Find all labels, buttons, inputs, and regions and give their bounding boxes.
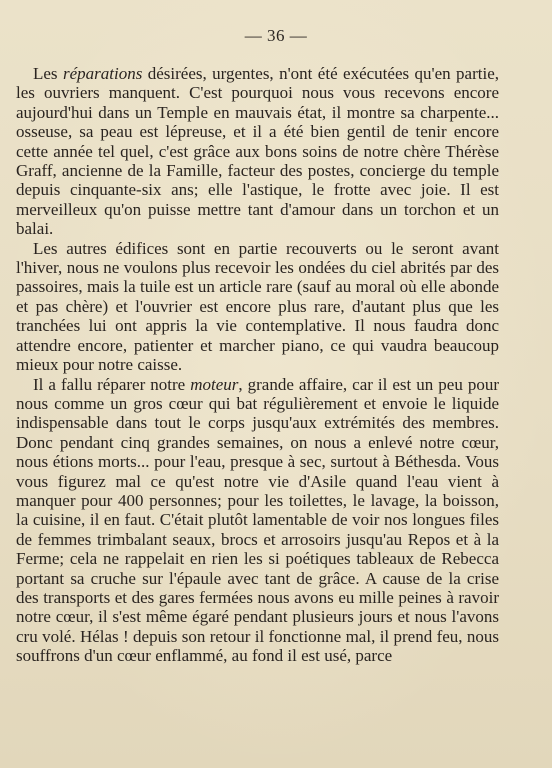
italic-word: moteur (190, 374, 239, 394)
italic-word: réparations (62, 64, 143, 83)
paragraph-1 (16, 64, 499, 239)
body-text (16, 64, 499, 666)
paragraph-text: Les (33, 64, 63, 83)
paragraph-text: Il a fallu réparer notre (33, 374, 191, 394)
paragraph-text: désirées, urgentes, n'ont été exécutées qu'en partie, les ouvriers manquent. C'est pourquoi nous vous recevons encore aujourd'hui dans un Temple en mauvais état, il montre sa charpente... osseuse, sa peau est lépreuse, et il a été bien gentil de tenir encore cette année tel quel, c'est grâce aux bons soins de notre chère Thérèse Graff, ancienne de la Famille, facteur des postes, concierge du temple depuis cinquante-six ans; elle l'astique, le frotte avec joie. Il est merveilleux qu'on puisse mettre tant d'amour dans un torchon et un balai. (16, 64, 499, 239)
page-number: — 36 — (244, 26, 308, 45)
paragraph-text: , grande affaire, car il est un peu pour nous comme un gros cœur qui bat régulièrement et envoie le liquide indispensable dans tout le corps jusqu'aux extrémités des membres. Donc pendant cinq grandes semaines, on nous a enlevé notre cœur, nous étions morts... pour l'eau, presque à sec, surtout à Béthesda. Vous vous figurez mal ce qu'est notre vie d'Asile quand l'eau vient à manquer pour 400 personnes; pour les toilettes, le lavage, la boisson, la cuisine, il en faut. C'était plutôt lamentable de voir nos longues files de femmes trimbalant seaux, brocs et arrosoirs jusqu'au Repos et à la Ferme; cela ne rappelait en rien les si poétiques tableaux de Rebecca portant sa cruche sur l'épaule avec tant de grâce. A cause de la crise des transports et des gares fermées nous avons eu mille peines à ravoir notre cœur, il s'est même égaré pendant plusieurs jours et nous l'avons cru volé. Hélas ! depuis son retour il fonctionne mal, il prend feu, nous souffrons d'un cœur enflammé, au fond il est usé, parce (16, 374, 500, 666)
paragraph-text: Les autres édifices sont en partie recouverts ou le seront avant l'hiver, nous ne voulons plus recevoir les ondées du ciel abrités par des passoires, mais la tuile est un article rare (sauf au moral où elle abonde et pas chère) et l'ouvrier est encore plus rare, d'autant plus que les tranchées lui ont appris la vie contemplative. Il nous faudra donc attendre encore, patienter et marcher piano, ce qui vaudra beaucoup mieux pour notre caisse. (16, 238, 499, 375)
paragraph-3 (16, 375, 499, 666)
paragraph-2 (16, 239, 499, 375)
